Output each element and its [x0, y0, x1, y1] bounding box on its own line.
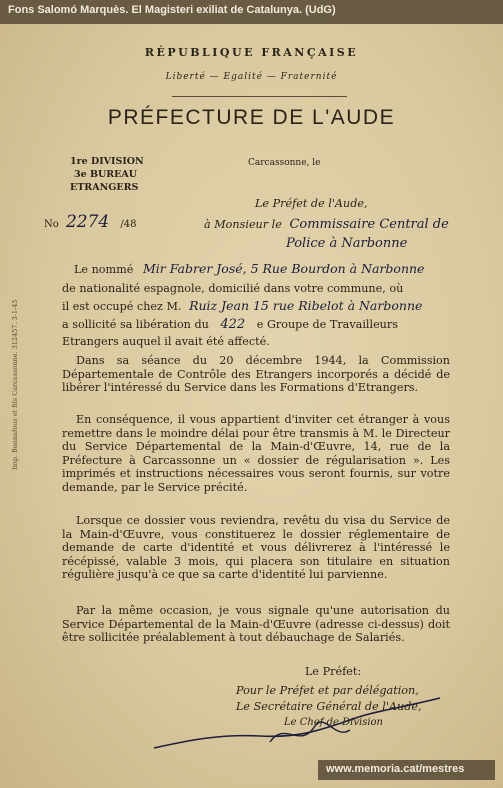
archive-banner-text: Fons Salomó Marquès. El Magisteri exiliat de Catalunya. (UdG): [8, 4, 336, 16]
signature-line-2: Le Secrétaire Général de l'Aude,: [236, 700, 422, 713]
addressee-prefix: à Monsieur le: [204, 218, 282, 231]
employer-line: [62, 299, 422, 314]
prefecture-title: PRÉFECTURE DE L'AUDE: [107, 106, 396, 129]
division-line-3: ETRANGERS: [70, 182, 139, 193]
paragraph-dossier: Lorsque ce dossier vous reviendra, revêtu du visa du Service de la Main-d'Œuvre, vous constituerez le dossier réglementaire de demande de carte d'identité et vous délivrerez à l'intéressé le récépissé, valable 3 mois, qui placera son titulaire en situation régulière jusqu'à ce que sa carte d'identité lui parvienne.: [62, 514, 450, 582]
republic-heading: RÉPUBLIQUE FRANÇAISE: [144, 46, 359, 59]
footer-badge: [318, 760, 495, 780]
addressee-line-1: [204, 218, 449, 232]
employer-hand: Ruiz Jean 15 rue Ribelot à Narbonne: [189, 298, 423, 313]
division-block: [70, 155, 144, 194]
handwritten-signature: [150, 690, 450, 760]
footer-url[interactable]: www.memoria.cat/mestres: [326, 763, 465, 775]
signature-line-1: Pour le Préfet et par délégation,: [236, 684, 419, 697]
addressee-hand-1: Commissaire Central de: [289, 217, 449, 232]
from-prefet: Le Préfet de l'Aude,: [255, 197, 368, 210]
paragraph-consequence: En conséquence, il vous appartient d'inviter cet étranger à vous remettre dans le moindre délai pour être transmis à M. le Directeur du Service Départemental de la Main-d'Œuvre, 14, rue de la Préfecture à Carcassonne un « dossier de régularisation ». Les imprimés et instructions nécessaires vous seront fournis, sur votre demande, par le Service précité.: [62, 413, 450, 494]
paragraph-commission: Dans sa séance du 20 décembre 1944, la Commission Départementale de Contrôle des Etrangers incorporés a décidé de libérer l'intéressé du Service dans les Formations d'Etrangers.: [62, 354, 450, 395]
division-line-1: 1re DIVISION: [70, 156, 144, 167]
signature-title: Le Préfet:: [305, 665, 362, 678]
person-line: [74, 262, 424, 277]
reference-prefix: No: [44, 219, 59, 230]
release-line: [62, 318, 398, 332]
reference-number: 2274: [65, 212, 110, 232]
affected-line: Etrangers auquel il avait été affecté.: [62, 335, 270, 348]
header-divider: [172, 96, 347, 97]
reference-suffix: /48: [120, 219, 137, 230]
person-name-hand: Mir Fabrer José, 5 Rue Bourdon à Narbonne: [142, 261, 425, 276]
addressee-hand-2: Police à Narbonne: [286, 236, 408, 251]
release-prefix: a sollicité sa libération du: [62, 318, 209, 331]
reference-block: [44, 212, 137, 232]
nationality-line: de nationalité espagnole, domicilié dans votre commune, où: [62, 282, 404, 295]
division-line-2: 3e BUREAU: [74, 169, 138, 180]
employer-prefix: il est occupé chez M.: [62, 300, 182, 313]
archive-banner: [0, 0, 503, 24]
place-date: Carcassonne, le: [248, 158, 321, 168]
release-suffix: e Groupe de Travailleurs: [256, 318, 398, 331]
group-number-hand: 422: [220, 317, 246, 332]
paragraph-authorisation: Par la même occasion, je vous signale qu'une autorisation du Service Départemental de la Main-d'Œuvre (adresse ci-dessus) doit être sollicitée préalablement à tout débauchage de Salariés.: [62, 604, 450, 645]
signature-line-3: Le Chef de Division: [284, 717, 383, 728]
printer-imprint: Imp. Bonnafous et fils Carcassonne. 312457. 3-1-45: [11, 299, 19, 470]
national-motto: Liberté — Egalité — Fraternité: [165, 72, 338, 82]
person-intro: Le nommé: [74, 263, 134, 276]
